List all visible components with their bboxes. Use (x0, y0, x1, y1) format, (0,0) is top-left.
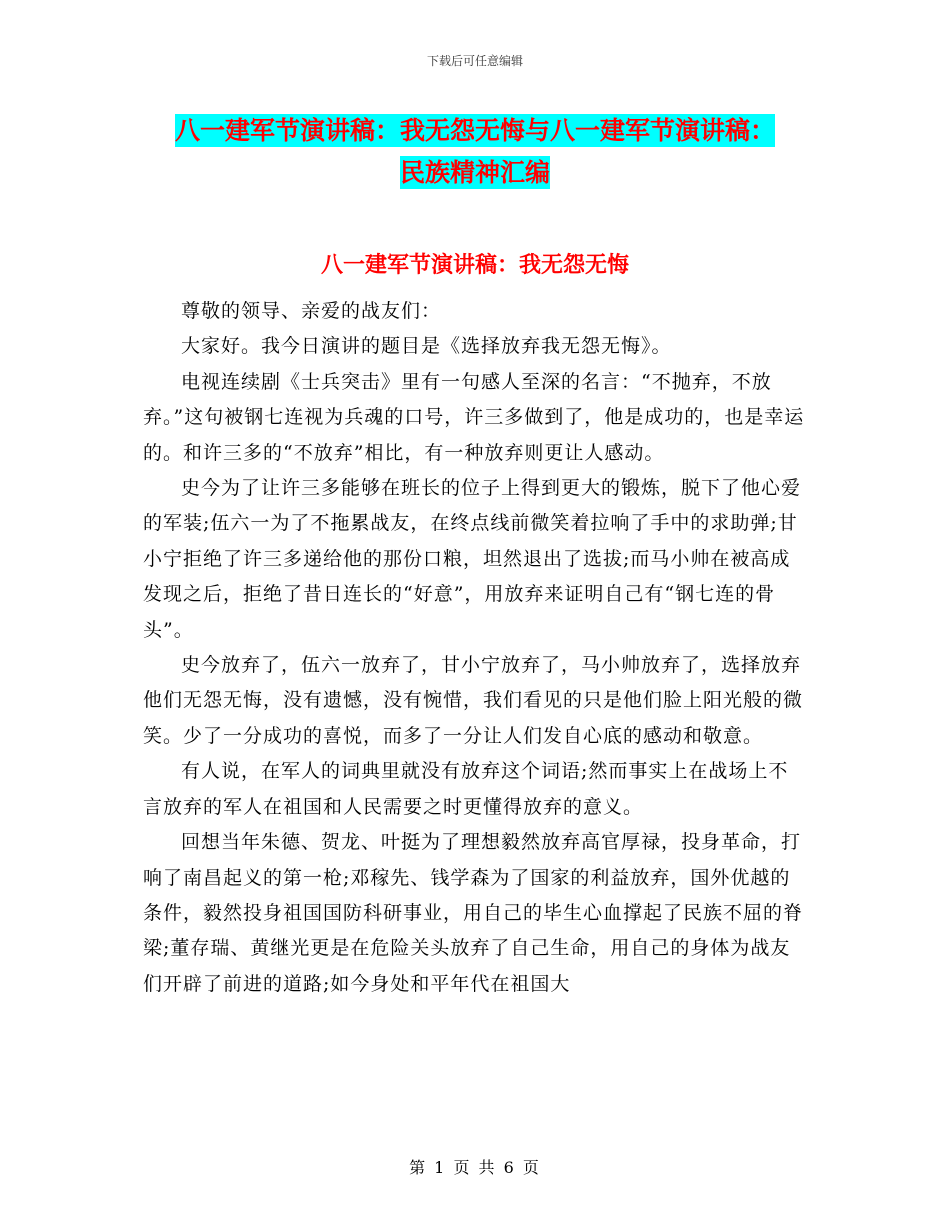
header-note: 下载后可任意编辑 (426, 54, 523, 68)
paragraph: 史今放弃了，伍六一放弃了，甘小宁放弃了，马小帅放弃了，选择放弃他们无怨无悔，没有遗憾，没有惋惜，我们看见的只是他们脸上阳光般的微笑。少了一分成功的喜悦，而多了一分让人们发自心底的感动和敬意。 (143, 654, 804, 747)
page-number: 第 1 页 共 6 页 (409, 1158, 541, 1177)
paragraph: 史今为了让许三多能够在班长的位子上得到更大的锻炼，脱下了他心爱的军装;伍六一为了不拖累战友，在终点线前微笑着拉响了手中的求助弹;甘小宁拒绝了许三多递给他的那份口粮，坦然退出了选拔;而马小帅在被高成发现之后，拒绝了昔日连长的“好意”，用放弃来证明自己有“钢七连的骨头”。 (143, 477, 802, 641)
document-title (0, 110, 950, 194)
paragraph: 大家好。我今日演讲的题目是《选择放弃我无怨无悔》。 (181, 335, 672, 358)
paragraph: 尊敬的领导、亲爱的战友们： (181, 300, 442, 322)
section-title: 八一建军节演讲稿：我无怨无悔 (320, 252, 629, 278)
paragraph: 电视连续剧《士兵突击》里有一句感人至深的名言：“不抛弃，不放弃。”这句被钢七连视为兵魂的口号，许三多做到了，他是成功的，也是幸运的。和许三多的“不放弃”相比，有一种放弃则更让人感动。 (143, 370, 805, 464)
title-line-2: 民族精神汇编 (399, 158, 550, 187)
body-text (143, 294, 808, 1002)
paragraph: 回想当年朱德、贺龙、叶挺为了理想毅然放弃高官厚禄，投身革命，打响了南昌起义的第一枪;邓稼先、钱学森为了国家的利益放弃，国外优越的条件，毅然投身祖国国防科研事业，用自己的毕生心血撑起了民族不屈的脊梁;董存瑞、黄继光更是在危险关头放弃了自己生命，用自己的身体为战友们开辟了前进的道路;如今身处和平年代在祖国大 (143, 831, 804, 995)
paragraph: 有人说，在军人的词典里就没有放弃这个词语;然而事实上在战场上不言放弃的军人在祖国和人民需要之时更懂得放弃的意义。 (143, 760, 789, 818)
title-line-1: 八一建军节演讲稿：我无怨无悔与八一建军节演讲稿： (174, 116, 775, 145)
